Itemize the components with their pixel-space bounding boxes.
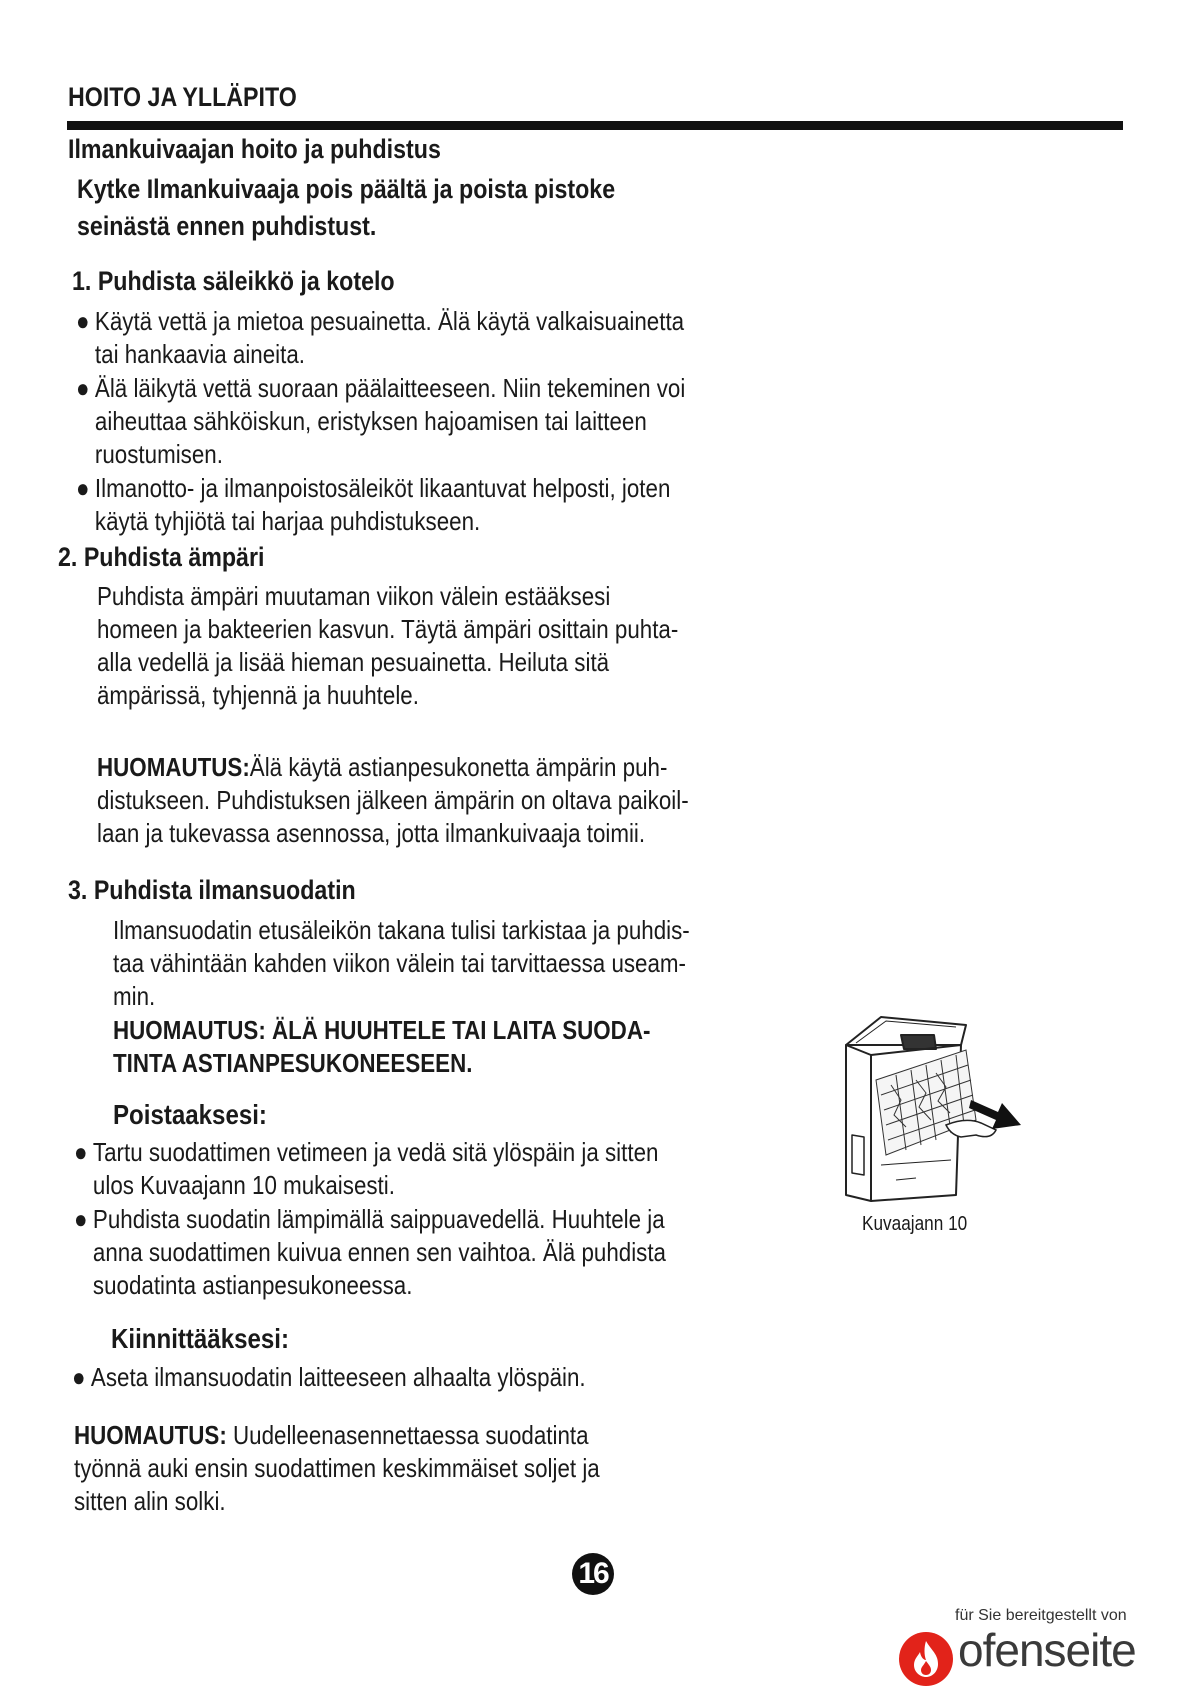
step1-bullet-2 xyxy=(76,372,685,471)
step1-title: 1. Puhdista säleikkö ja kotelo xyxy=(72,266,395,296)
bullet-text: Puhdista suodatin lämpimällä saippuavedellä. Huuhtele ja xyxy=(92,1204,665,1234)
care-title: Ilmankuivaajan hoito ja puhdistus xyxy=(68,134,441,164)
note-text: Uudelleenasennettaessa suodatinta xyxy=(226,1420,589,1450)
remove-title: Poistaaksesi: xyxy=(113,1099,267,1130)
body-line: Ilmansuodatin etusäleikön takana tulisi tarkistaa ja puhdis- xyxy=(113,915,690,945)
bullet-icon: ● xyxy=(74,1204,88,1234)
step1-bullet-1 xyxy=(76,305,684,371)
figure-caption: Kuvaajann 10 xyxy=(862,1213,968,1235)
bullet-text: aiheuttaa sähköiskun, eristyksen hajoamisen tai laitteen xyxy=(94,406,647,436)
bullet-text: anna suodattimen kuivua ennen sen vaihtoa. Älä puhdista xyxy=(92,1237,667,1267)
note-text: laan ja tukevassa asennossa, jotta ilmankuivaaja toimii. xyxy=(97,818,646,848)
header-divider xyxy=(67,121,1123,130)
body-line: ämpärissä, tyhjennä ja huuhtele. xyxy=(97,680,419,710)
final-note xyxy=(74,1419,600,1518)
note-text: sitten alin solki. xyxy=(74,1486,226,1516)
step2-note xyxy=(97,751,689,850)
bullet-text: ruostumisen. xyxy=(94,439,223,469)
provided-by-text: für Sie bereitgestellt von xyxy=(955,1607,1127,1624)
section-title: HOITO JA YLLÄPITO xyxy=(68,82,297,112)
bullet-text: Aseta ilmansuodatin laitteeseen alhaalta ylöspäin. xyxy=(90,1362,586,1392)
bullet-text: Ilmanotto- ja ilmanpoistosäleiköt likaantuvat helposti, joten xyxy=(94,473,671,503)
bullet-text: Käytä vettä ja mietoa pesuainetta. Älä käytä valkaisuainetta xyxy=(94,306,685,336)
note-text: distukseen. Puhdistuksen jälkeen ämpärin on oltava paikoil- xyxy=(97,785,689,815)
note-label: HUOMAUTUS: xyxy=(97,752,250,782)
warning-line: HUOMAUTUS: ÄLÄ HUUHTELE TAI LAITA SUODA- xyxy=(113,1015,651,1045)
bullet-icon: ● xyxy=(76,473,90,503)
step3-title: 3. Puhdista ilmansuodatin xyxy=(68,875,356,905)
note-text: Älä käytä astianpesukonetta ämpärin puh- xyxy=(249,752,668,782)
hand-icon xyxy=(946,1120,996,1137)
body-line: alla vedellä ja lisää hieman pesuainetta. Heiluta sitä xyxy=(97,647,610,677)
remove-bullet-2 xyxy=(74,1203,666,1302)
attach-bullet-1 xyxy=(72,1361,586,1394)
warning-line-2: seinästä ennen puhdistust. xyxy=(77,211,377,241)
bullet-text: tai hankaavia aineita. xyxy=(94,339,306,369)
note-label: HUOMAUTUS: xyxy=(74,1420,227,1450)
step3-body xyxy=(113,914,690,1013)
bullet-text: suodatinta astianpesukoneessa. xyxy=(92,1270,413,1300)
bullet-text: Tartu suodattimen vetimeen ja vedä sitä ylöspäin ja sitten xyxy=(92,1137,659,1167)
body-line: Puhdista ämpäri muutaman viikon välein estääksesi xyxy=(97,581,611,611)
body-line: taa vähintään kahden viikon välein tai tarvittaessa useam- xyxy=(113,948,687,978)
warning-line-1: Kytke Ilmankuivaaja pois päältä ja poista pistoke xyxy=(77,174,616,204)
bullet-text: ulos Kuvaajann 10 mukaisesti. xyxy=(92,1170,395,1200)
brand-name[interactable]: ofenseite xyxy=(958,1624,1136,1676)
page-number: 16 xyxy=(572,1553,614,1595)
bullet-icon: ● xyxy=(72,1362,86,1392)
bullet-icon: ● xyxy=(76,306,90,336)
note-text: työnnä auki ensin suodattimen keskimmäiset soljet ja xyxy=(74,1453,600,1483)
bullet-text: käytä tyhjiötä tai harjaa puhdistukseen. xyxy=(94,506,481,536)
step2-body xyxy=(97,580,678,712)
step3-warning xyxy=(113,1014,650,1080)
body-line: homeen ja bakteerien kasvun. Täytä ämpäri osittain puhta- xyxy=(97,614,679,644)
bullet-text: Älä läikytä vettä suoraan päälaitteeseen. Niin tekeminen voi xyxy=(94,373,686,403)
remove-bullet-1 xyxy=(74,1136,658,1202)
filter-mesh xyxy=(876,1050,976,1155)
step2-title: 2. Puhdista ämpäri xyxy=(58,542,265,572)
unit-side xyxy=(846,1045,871,1201)
body-line: min. xyxy=(113,981,156,1011)
flame-logo-icon xyxy=(898,1631,954,1687)
bullet-icon: ● xyxy=(74,1137,88,1167)
warning-line: TINTA ASTIANPESUKONEESEEN. xyxy=(113,1048,473,1078)
attach-title: Kiinnittääksesi: xyxy=(111,1323,289,1354)
step1-bullet-3 xyxy=(76,472,670,538)
bullet-icon: ● xyxy=(76,373,90,403)
dehumidifier-figure xyxy=(826,1005,1026,1205)
